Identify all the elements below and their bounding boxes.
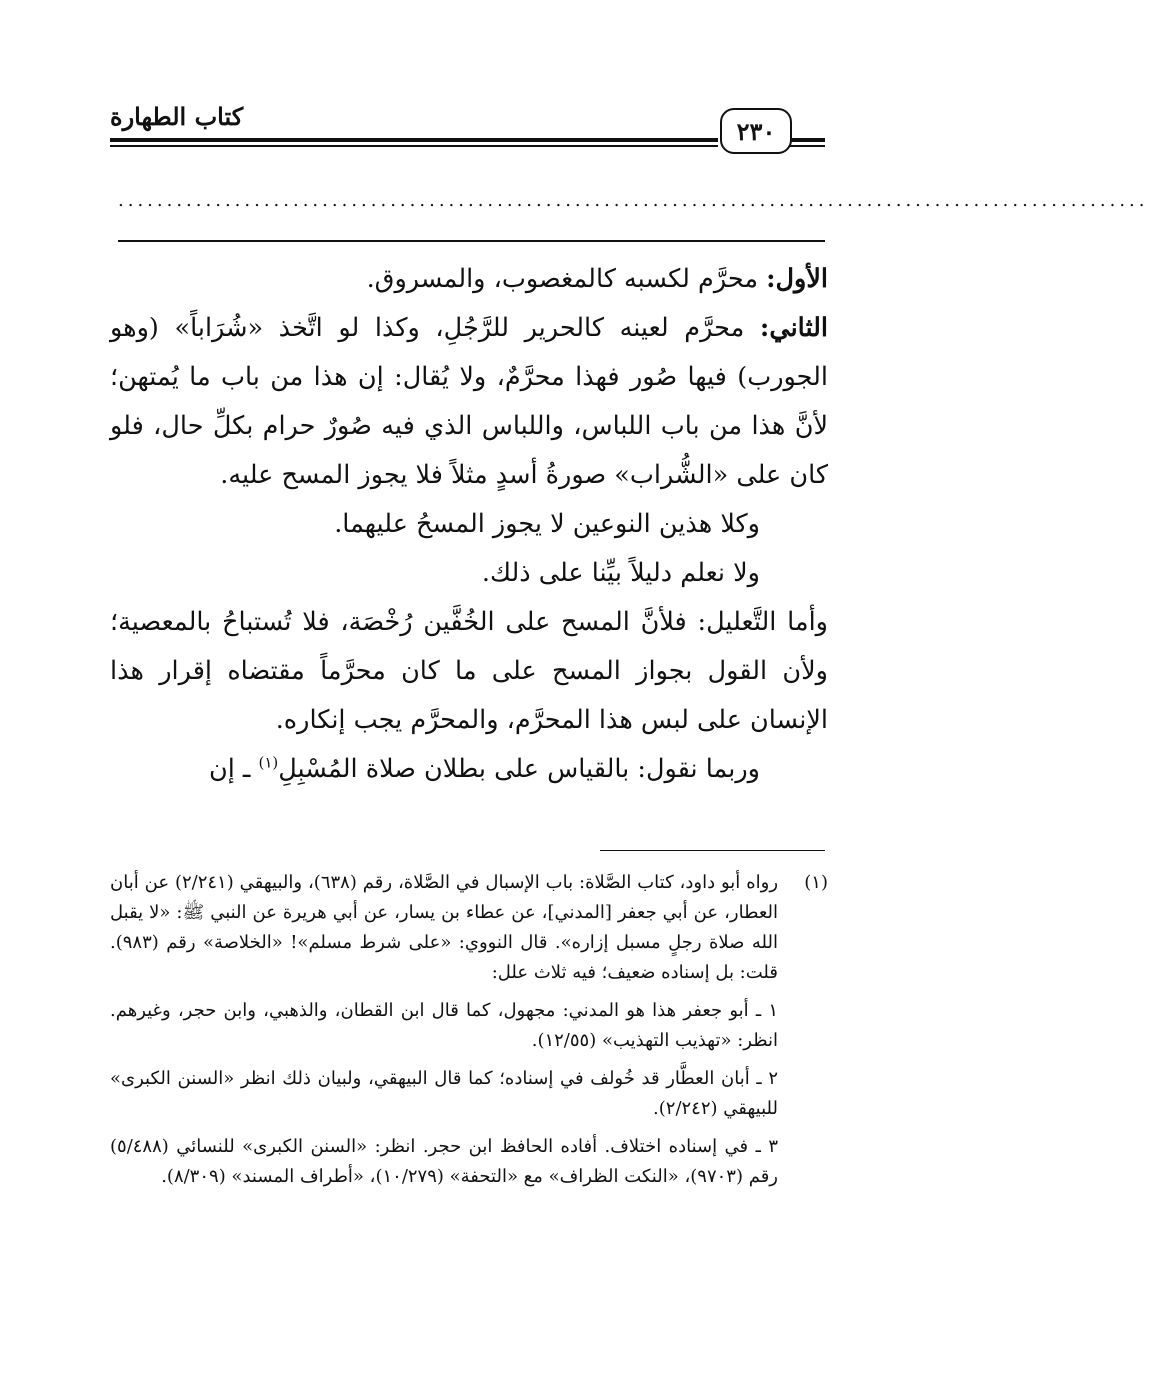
footnote-item-1: ١ ـ أبو جعفر هذا هو المدني: مجهول، كما قال ابن القطان، والذهبي، وابن حجر، وغيرهم. انظر: «تهذيب التهذيب» (١٢/٥٥).	[110, 1000, 778, 1051]
header-rule-thick	[110, 138, 718, 142]
page-header	[110, 100, 825, 160]
label-first: الأول:	[766, 264, 828, 294]
footnote-1	[110, 868, 828, 1200]
footnotes	[110, 868, 828, 1200]
paragraph-second	[110, 304, 828, 500]
paragraph-fourth: ولا نعلم دليلاً بيِّنا على ذلك.	[481, 558, 760, 588]
header-rule-thin	[110, 145, 718, 147]
header-rule-right-thick	[790, 138, 825, 142]
footnote-number: (١)	[804, 872, 828, 893]
dotted-line: ..........................................................................................................	[118, 190, 1149, 211]
footnote-item-2: ٢ ـ أبان العطَّار قد خُولف في إسناده؛ كما قال البيهقي، ولبيان ذلك انظر «السنن الكبرى» للبيهقي (٢/٢٤٢).	[110, 1068, 778, 1119]
paragraph-first	[110, 255, 828, 304]
paragraph-sixth	[110, 745, 828, 794]
header-rule-right-thin	[790, 145, 825, 147]
section-separator	[118, 240, 825, 242]
text-sixth-end: ـ إن	[208, 754, 259, 784]
footnote-body	[110, 868, 778, 1200]
text-second: محرَّم لعينه كالحرير للرَّجُلِ، وكذا لو اتَّخذ «شُرَاباً» (وهو الجورب) فيها صُور فهذا محرَّمٌ، ولا يُقال: إن هذا من باب ما يُمتهن؛ لأنَّ هذا من باب اللباس، واللباس الذي فيه صُورٌ حرام بكلِّ حال، فلو كان على «الشُّراب» صورةُ أسدٍ مثلاً فلا يجوز المسح عليه.	[110, 313, 828, 490]
footnote-item-3: ٣ ـ في إسناده اختلاف. أفاده الحافظ ابن حجر. انظر: «السنن الكبرى» للنسائي (٥/٤٨٨) رقم (٩٧٠٣)، «النكت الظراف» مع «التحفة» (١٠/٢٧٩)، «أطراف المسند» (٨/٣٠٩).	[110, 1136, 778, 1187]
footnote-reference: (١)	[258, 753, 279, 772]
footnote-intro: رواه أبو داود، كتاب الصَّلاة: باب الإسبال في الصَّلاة، رقم (٦٣٨)، والبيهقي (٢/٢٤١) عن أبان العطار، عن أبي جعفر [المدني]، عن عطاء بن يسار، عن أبي هريرة عن النبي ﷺ: «لا يقبل الله صلاة رجلٍ مسبل إزاره». قال النووي: «على شرط مسلم»! «الخلاصة» رقم (٩٨٣). قلت: بل إسناده ضعيف؛ فيه ثلاث علل:	[110, 872, 779, 983]
paragraph-third: وكلا هذين النوعين لا يجوز المسحُ عليهما.	[334, 509, 760, 539]
book-title: كتاب الطهارة	[110, 102, 244, 131]
paragraph-fifth: وأما التَّعليل: فلأنَّ المسح على الخُفَّين رُخْصَة، فلا تُستباحُ بالمعصية؛ ولأن القول بجواز المسح على ما كان محرَّماً مقتضاه إقرار هذا الإنسان على لبس هذا المحرَّم، والمحرَّم يجب إنكاره.	[110, 607, 828, 735]
page-number: ٢٣٠	[720, 108, 792, 154]
label-second: الثاني:	[759, 313, 828, 343]
footnote-separator	[600, 850, 825, 851]
text-first: محرَّم لكسبه كالمغصوب، والمسروق.	[366, 264, 767, 294]
text-sixth-start: وربما نقول: بالقياس على بطلان صلاة المُسْبِلِ	[278, 754, 760, 784]
main-text	[110, 255, 828, 794]
